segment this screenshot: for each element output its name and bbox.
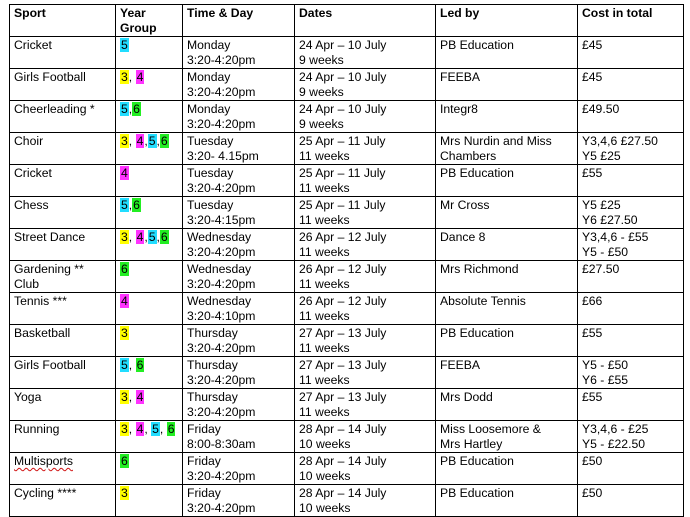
sport-line: Gardening ** — [14, 262, 84, 276]
cost-line: Y3,4,6 £27.50 — [582, 134, 658, 148]
time-line: Friday — [187, 486, 221, 500]
dates-line: 27 Apr – 13 July — [299, 326, 387, 340]
dates-line: 25 Apr – 11 July — [299, 166, 386, 180]
year-badge: 4 — [121, 166, 128, 180]
cell-sport — [10, 101, 116, 133]
cell-led-by — [436, 421, 578, 453]
cell-dates — [295, 165, 436, 197]
cell-led-by — [436, 133, 578, 165]
time-line: 3:20-4:20pm — [187, 85, 256, 99]
cost-line: Y5 £25 — [582, 149, 621, 163]
year-badge: 6 — [160, 134, 168, 148]
year-separator: , — [156, 134, 160, 148]
cell-dates — [295, 421, 436, 453]
cell-dates — [295, 229, 436, 261]
sport-line: Street Dance — [14, 230, 86, 244]
year-badge: 4 — [136, 390, 144, 404]
dates-line: 10 weeks — [299, 501, 351, 515]
time-line: Thursday — [187, 358, 238, 372]
time-line: 3:20-4:20pm — [187, 117, 256, 131]
cell-dates — [295, 453, 436, 485]
cell-time-day — [183, 133, 295, 165]
time-line: 3:20-4:20pm — [187, 469, 256, 483]
time-line: Friday — [187, 422, 221, 436]
time-line: 3:20-4:20pm — [187, 277, 256, 291]
time-line: 3:20-4:20pm — [187, 181, 256, 195]
year-badge: 5 — [121, 102, 128, 116]
dates-line: 27 Apr – 13 July — [299, 358, 387, 372]
table-row — [10, 101, 684, 133]
time-line: 3:20-4:10pm — [187, 309, 256, 323]
year-separator: , — [128, 102, 133, 116]
sport-line: Cycling **** — [14, 486, 77, 500]
cell-time-day — [183, 69, 295, 101]
cell-sport — [10, 357, 116, 389]
cell-year-group — [116, 389, 183, 421]
cell-cost — [578, 165, 684, 197]
time-line: 3:20-4:20pm — [187, 373, 256, 387]
dates-line: 26 Apr – 12 July — [299, 294, 387, 308]
cost-line: £55 — [582, 390, 603, 404]
cell-cost — [578, 421, 684, 453]
time-line: Friday — [187, 454, 221, 468]
cell-time-day — [183, 453, 295, 485]
dates-line: 11 weeks — [299, 277, 350, 291]
cell-dates — [295, 197, 436, 229]
year-badge: 5 — [148, 134, 156, 148]
cell-led-by — [436, 389, 578, 421]
header-led-by: Led by — [436, 5, 578, 37]
cell-time-day — [183, 229, 295, 261]
time-line: Thursday — [187, 390, 238, 404]
year-separator: , — [128, 198, 133, 212]
cell-led-by — [436, 485, 578, 517]
cell-cost — [578, 229, 684, 261]
cell-cost — [578, 485, 684, 517]
cell-year-group — [116, 197, 183, 229]
cell-cost — [578, 261, 684, 293]
cell-time-day — [183, 37, 295, 69]
led-line: Chambers — [440, 149, 497, 163]
header-dates: Dates — [295, 5, 436, 37]
cell-led-by — [436, 357, 578, 389]
time-line: 3:20-4:20pm — [187, 245, 256, 259]
cost-line: Y5 - £50 — [582, 245, 629, 259]
cell-year-group — [116, 293, 183, 325]
cell-sport — [10, 261, 116, 293]
year-badge: 4 — [136, 70, 144, 84]
table-row — [10, 485, 684, 517]
table-row — [10, 357, 684, 389]
cell-dates — [295, 325, 436, 357]
sport-line: Yoga — [14, 390, 42, 404]
led-line: FEEBA — [440, 70, 480, 84]
year-separator: , — [128, 358, 136, 372]
year-separator: , — [128, 70, 136, 84]
sport-line: Girls Football — [14, 358, 86, 372]
cost-line: £45 — [582, 70, 603, 84]
sport-line: Cricket — [14, 38, 52, 52]
led-line: PB Education — [440, 486, 514, 500]
cell-led-by — [436, 69, 578, 101]
cell-time-day — [183, 357, 295, 389]
led-line: Mrs Hartley — [440, 437, 503, 451]
cost-line: Y5 - £22.50 — [582, 437, 646, 451]
sport-line: Cheerleading * — [14, 102, 95, 116]
year-badge: 6 — [160, 230, 168, 244]
cell-led-by — [436, 261, 578, 293]
cell-year-group — [116, 261, 183, 293]
cell-dates — [295, 261, 436, 293]
year-badge: 6 — [133, 102, 140, 116]
cost-line: £55 — [582, 326, 603, 340]
cell-cost — [578, 293, 684, 325]
year-badge: 5 — [121, 358, 128, 372]
dates-line: 28 Apr – 14 July — [299, 422, 387, 436]
header-time-day: Time & Day — [183, 5, 295, 37]
sport-line: Tennis *** — [14, 294, 67, 308]
cell-sport — [10, 197, 116, 229]
dates-line: 9 weeks — [299, 117, 344, 131]
cell-cost — [578, 357, 684, 389]
cell-time-day — [183, 293, 295, 325]
year-separator: , — [128, 390, 136, 404]
cell-sport — [10, 293, 116, 325]
led-line: PB Education — [440, 38, 514, 52]
year-badge: 3 — [121, 422, 128, 436]
led-line: Mr Cross — [440, 198, 490, 212]
time-line: 3:20-4:20pm — [187, 53, 256, 67]
dates-line: 11 weeks — [299, 149, 350, 163]
led-line: Miss Loosemore & — [440, 422, 541, 436]
cell-cost — [578, 37, 684, 69]
cell-led-by — [436, 37, 578, 69]
year-badge: 3 — [121, 230, 128, 244]
led-line: PB Education — [440, 326, 514, 340]
cost-line: £49.50 — [582, 102, 620, 116]
cell-cost — [578, 69, 684, 101]
cell-led-by — [436, 293, 578, 325]
time-line: Tuesday — [187, 134, 234, 148]
cell-dates — [295, 357, 436, 389]
table-row — [10, 229, 684, 261]
cell-sport — [10, 165, 116, 197]
cost-line: £55 — [582, 166, 603, 180]
cell-cost — [578, 101, 684, 133]
led-line: Mrs Richmond — [440, 262, 519, 276]
table-row — [10, 37, 684, 69]
dates-line: 26 Apr – 12 July — [299, 262, 387, 276]
header-row — [10, 5, 684, 37]
table-row — [10, 389, 684, 421]
cost-line: £50 — [582, 454, 603, 468]
cell-year-group — [116, 357, 183, 389]
cell-year-group — [116, 485, 183, 517]
cell-sport — [10, 485, 116, 517]
year-badge: 4 — [136, 230, 144, 244]
year-separator: , — [128, 422, 136, 436]
time-line: 3:20-4:20pm — [187, 501, 256, 515]
cost-line: Y5 £25 — [582, 198, 621, 212]
dates-line: 25 Apr – 11 July — [299, 134, 386, 148]
time-line: Monday — [187, 102, 231, 116]
cell-time-day — [183, 485, 295, 517]
year-badge: 6 — [136, 358, 144, 372]
time-line: Wednesday — [187, 262, 252, 276]
year-badge: 3 — [121, 134, 128, 148]
year-badge: 6 — [133, 198, 140, 212]
cell-sport — [10, 453, 116, 485]
dates-line: 24 Apr – 10 July — [299, 102, 387, 116]
led-line: PB Education — [440, 166, 514, 180]
cell-sport — [10, 37, 116, 69]
cell-year-group — [116, 229, 183, 261]
cell-time-day — [183, 389, 295, 421]
dates-line: 11 weeks — [299, 373, 350, 387]
cell-cost — [578, 453, 684, 485]
cell-led-by — [436, 453, 578, 485]
year-separator: , — [159, 422, 167, 436]
year-badge: 4 — [121, 294, 128, 308]
year-badge: 3 — [121, 390, 128, 404]
header-sport: Sport — [10, 5, 116, 37]
time-line: Monday — [187, 38, 231, 52]
cost-line: £66 — [582, 294, 603, 308]
cell-sport — [10, 421, 116, 453]
cell-year-group — [116, 133, 183, 165]
dates-line: 10 weeks — [299, 469, 351, 483]
cost-line: £50 — [582, 486, 603, 500]
time-line: Tuesday — [187, 198, 234, 212]
cost-line: £27.50 — [582, 262, 620, 276]
year-badge: 6 — [167, 422, 175, 436]
dates-line: 10 weeks — [299, 437, 351, 451]
cell-dates — [295, 101, 436, 133]
year-badge: 3 — [121, 70, 128, 84]
time-line: 3:20-4:20pm — [187, 405, 256, 419]
table-row — [10, 165, 684, 197]
sport-line: Multisports — [14, 454, 73, 468]
cell-sport — [10, 69, 116, 101]
cell-dates — [295, 37, 436, 69]
time-line: Tuesday — [187, 166, 234, 180]
dates-line: 11 weeks — [299, 341, 350, 355]
cell-cost — [578, 325, 684, 357]
header-cost: Cost in total — [578, 5, 684, 37]
cell-sport — [10, 389, 116, 421]
year-separator: , — [144, 134, 148, 148]
cell-year-group — [116, 453, 183, 485]
cell-led-by — [436, 165, 578, 197]
time-line: 3:20-4:15pm — [187, 213, 256, 227]
time-line: Wednesday — [187, 294, 252, 308]
year-separator: , — [128, 230, 136, 244]
led-line: Integr8 — [440, 102, 478, 116]
cell-year-group — [116, 69, 183, 101]
sport-line: Girls Football — [14, 70, 86, 84]
cell-year-group — [116, 325, 183, 357]
cost-line: Y3,4,6 - £55 — [582, 230, 649, 244]
cell-sport — [10, 229, 116, 261]
cost-line: Y6 - £55 — [582, 373, 629, 387]
time-line: 3:20-4:20pm — [187, 341, 256, 355]
table-row — [10, 261, 684, 293]
sport-line: Club — [14, 277, 40, 291]
dates-line: 11 weeks — [299, 213, 350, 227]
cost-line: £45 — [582, 38, 603, 52]
dates-line: 11 weeks — [299, 309, 350, 323]
cell-time-day — [183, 421, 295, 453]
cell-sport — [10, 325, 116, 357]
dates-line: 26 Apr – 12 July — [299, 230, 387, 244]
dates-line: 28 Apr – 14 July — [299, 486, 387, 500]
dates-line: 25 Apr – 11 July — [299, 198, 386, 212]
cell-time-day — [183, 261, 295, 293]
cell-year-group — [116, 165, 183, 197]
year-separator: , — [128, 134, 136, 148]
cell-year-group — [116, 101, 183, 133]
dates-line: 9 weeks — [299, 53, 344, 67]
led-line: Mrs Dodd — [440, 390, 493, 404]
year-badge: 4 — [136, 134, 144, 148]
cell-time-day — [183, 101, 295, 133]
table-row — [10, 453, 684, 485]
dates-line: 9 weeks — [299, 85, 344, 99]
led-line: Absolute Tennis — [440, 294, 526, 308]
cell-dates — [295, 133, 436, 165]
table-row — [10, 69, 684, 101]
cell-dates — [295, 69, 436, 101]
led-line: FEEBA — [440, 358, 480, 372]
sport-line: Chess — [14, 198, 49, 212]
dates-line: 28 Apr – 14 July — [299, 454, 387, 468]
table-row — [10, 293, 684, 325]
time-line: Wednesday — [187, 230, 252, 244]
dates-line: 24 Apr – 10 July — [299, 70, 387, 84]
year-separator: , — [144, 422, 152, 436]
time-line: Monday — [187, 70, 231, 84]
cell-year-group — [116, 421, 183, 453]
table-row — [10, 325, 684, 357]
table-row — [10, 421, 684, 453]
cell-dates — [295, 293, 436, 325]
cell-led-by — [436, 197, 578, 229]
cell-dates — [295, 389, 436, 421]
year-badge: 4 — [136, 422, 144, 436]
cell-dates — [295, 485, 436, 517]
cell-year-group — [116, 37, 183, 69]
cell-time-day — [183, 165, 295, 197]
year-badge: 5 — [152, 422, 159, 436]
year-badge: 5 — [148, 230, 156, 244]
table-row — [10, 133, 684, 165]
cost-line: Y5 - £50 — [582, 358, 629, 372]
cell-cost — [578, 197, 684, 229]
year-badge: 3 — [121, 326, 128, 340]
year-badge: 6 — [121, 454, 128, 468]
led-line: Mrs Nurdin and Miss — [440, 134, 552, 148]
cell-led-by — [436, 229, 578, 261]
cell-time-day — [183, 197, 295, 229]
year-separator: , — [144, 230, 148, 244]
year-badge: 5 — [121, 198, 128, 212]
cell-cost — [578, 389, 684, 421]
cell-time-day — [183, 325, 295, 357]
header-year-group: Year Group — [116, 5, 183, 37]
year-separator: , — [156, 230, 160, 244]
cell-led-by — [436, 101, 578, 133]
sport-line: Choir — [14, 134, 44, 148]
cell-cost — [578, 133, 684, 165]
time-line: 8:00-8:30am — [187, 437, 256, 451]
year-badge: 3 — [121, 486, 128, 500]
cell-led-by — [436, 325, 578, 357]
table-row — [10, 197, 684, 229]
sport-line: Cricket — [14, 166, 52, 180]
time-line: Thursday — [187, 326, 238, 340]
led-line: PB Education — [440, 454, 514, 468]
dates-line: 24 Apr – 10 July — [299, 38, 387, 52]
dates-line: 11 weeks — [299, 405, 350, 419]
clubs-table — [9, 4, 684, 517]
cell-sport — [10, 133, 116, 165]
cost-line: Y3,4,6 - £25 — [582, 422, 649, 436]
year-badge: 6 — [121, 262, 128, 276]
sport-line: Running — [14, 422, 60, 436]
dates-line: 27 Apr – 13 July — [299, 390, 387, 404]
year-badge: 5 — [121, 38, 128, 52]
sport-line: Basketball — [14, 326, 71, 340]
cost-line: Y6 £27.50 — [582, 213, 638, 227]
time-line: 3:20- 4.15pm — [187, 149, 259, 163]
dates-line: 11 weeks — [299, 181, 350, 195]
dates-line: 11 weeks — [299, 245, 350, 259]
led-line: Dance 8 — [440, 230, 486, 244]
